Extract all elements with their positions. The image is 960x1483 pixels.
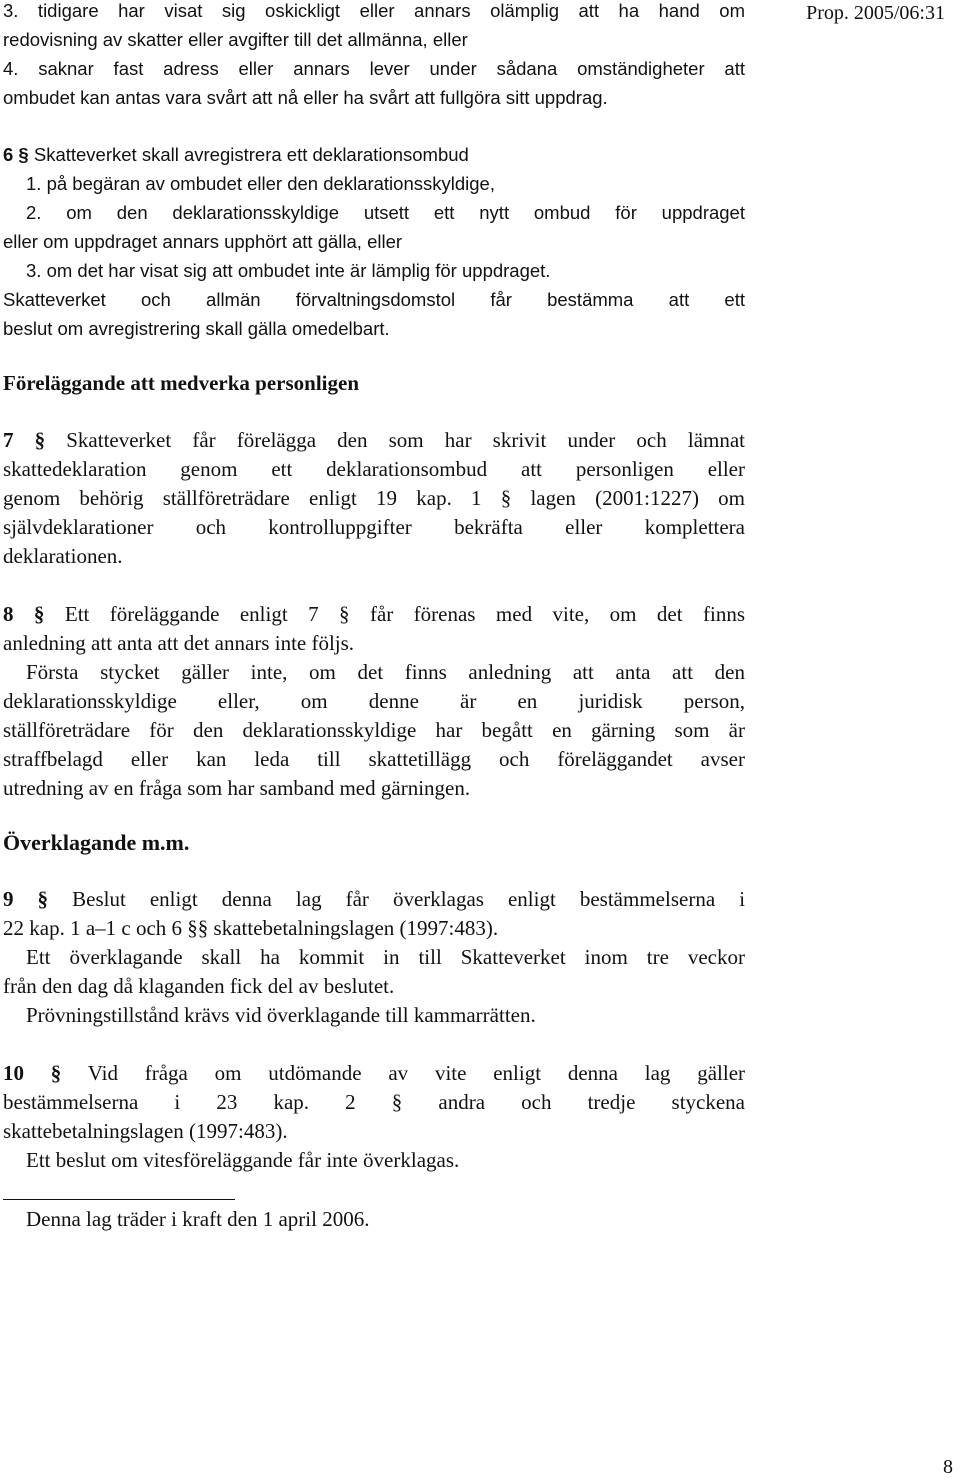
text-line: Beslut enligt denna lag får överklagas enligt bestämmelserna i bbox=[72, 887, 746, 911]
section-number: 6 § bbox=[3, 144, 29, 165]
text-line: från den dag då klaganden fick del av beslutet. bbox=[3, 974, 395, 998]
text-line: Ett beslut om vitesföreläggande får inte överklagas. bbox=[26, 1148, 460, 1172]
text-line: ställföreträdare för den deklarationsskyldige har begått en gärning som är bbox=[3, 718, 745, 742]
section-number: 7 § bbox=[3, 428, 46, 452]
transition-provision: Denna lag träder i kraft den 1 april 2006. bbox=[26, 1207, 370, 1231]
transition-rule bbox=[3, 1199, 235, 1200]
text-line: Skatteverket och allmän förvaltningsdomstol får bestämma att ett bbox=[3, 289, 745, 310]
text-line: 3. om det har visat sig att ombudet inte är lämplig för uppdraget. bbox=[26, 260, 551, 281]
document-reference: Prop. 2005/06:31 bbox=[806, 2, 945, 24]
section-heading: Överklagande m.m. bbox=[3, 830, 190, 855]
text-line: Prövningstillstånd krävs vid överklagande till kammarrätten. bbox=[26, 1003, 536, 1027]
section-number: 8 § bbox=[3, 602, 45, 626]
text-line: Första stycket gäller inte, om det finns anledning att anta att den bbox=[26, 660, 745, 684]
text-line: Skatteverket skall avregistrera ett deklarationsombud bbox=[33, 144, 469, 165]
text-line: självdeklarationer och kontrolluppgifter bekräfta eller komplettera bbox=[3, 515, 745, 539]
text-line: straffbelagd eller kan leda till skattetillägg och föreläggandet avser bbox=[3, 747, 745, 771]
text-line: Vid fråga om utdömande av vite enligt denna lag gäller bbox=[87, 1061, 746, 1085]
text-line: anledning att anta att det annars inte följs. bbox=[3, 631, 355, 655]
text-line: beslut om avregistrering skall gälla omedelbart. bbox=[3, 318, 390, 339]
section-10-line bbox=[3, 1061, 745, 1086]
section-number: 10 § bbox=[3, 1061, 62, 1085]
text-line: eller om uppdraget annars upphört att gälla, eller bbox=[3, 231, 403, 252]
text-line: skattedeklaration genom ett deklarationsombud att personligen eller bbox=[3, 457, 745, 481]
text-line: 2. om den deklarationsskyldige utsett ett nytt ombud för uppdraget bbox=[26, 202, 745, 223]
text-line: Ett överklagande skall ha kommit in till Skatteverket inom tre veckor bbox=[26, 945, 745, 969]
text-line: deklarationsskyldige eller, om denne är en juridisk person, bbox=[3, 689, 745, 713]
section-9-line bbox=[3, 887, 745, 912]
section-8-line bbox=[3, 602, 745, 627]
section-6-line bbox=[3, 144, 469, 166]
text-line: Skatteverket får förelägga den som har skrivit under och lämnat bbox=[66, 428, 746, 452]
section-heading: Föreläggande att medverka personligen bbox=[3, 371, 359, 395]
text-line: redovisning av skatter eller avgifter till det allmänna, eller bbox=[3, 29, 468, 50]
text-line: bestämmelserna i 23 kap. 2 § andra och tredje styckena bbox=[3, 1090, 745, 1114]
text-line: ombudet kan antas vara svårt att nå eller ha svårt att fullgöra sitt uppdrag. bbox=[3, 87, 608, 108]
text-line: skattebetalningslagen (1997:483). bbox=[3, 1119, 288, 1143]
text-line: 4. saknar fast adress eller annars lever under sådana omständigheter att bbox=[3, 58, 745, 79]
text-line: 1. på begäran av ombudet eller den deklarationsskyldige, bbox=[26, 173, 495, 194]
text-line: utredning av en fråga som har samband med gärningen. bbox=[3, 776, 471, 800]
section-7-line bbox=[3, 428, 745, 453]
section-number: 9 § bbox=[3, 887, 49, 911]
text-line: 22 kap. 1 a–1 c och 6 §§ skattebetalningslagen (1997:483). bbox=[3, 916, 499, 940]
text-line: 3. tidigare har visat sig oskickligt eller annars olämplig att ha hand om bbox=[3, 0, 745, 21]
text-line: Ett föreläggande enligt 7 § får förenas med vite, om det finns bbox=[64, 602, 746, 626]
page-number: 8 bbox=[943, 1456, 953, 1478]
text-line: genom behörig ställföreträdare enligt 19 kap. 1 § lagen (2001:1227) om bbox=[3, 486, 745, 510]
text-line: deklarationen. bbox=[3, 544, 123, 568]
